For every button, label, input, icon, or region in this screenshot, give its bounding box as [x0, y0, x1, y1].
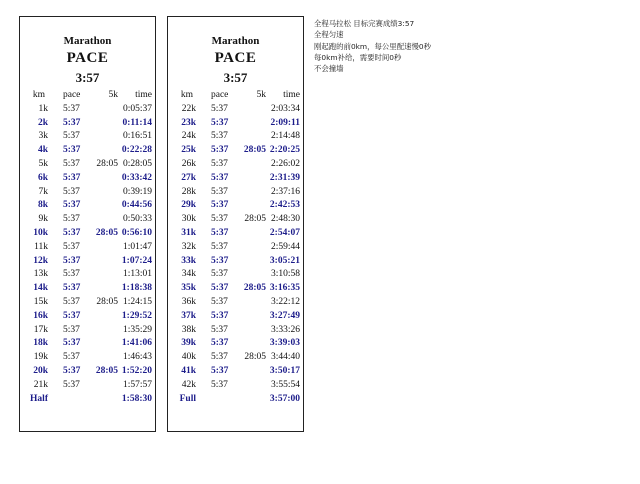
table-row: [20, 393, 155, 407]
table-row: [20, 158, 155, 172]
cell-km: 25k: [181, 145, 196, 156]
cell-km: 32k: [181, 241, 196, 252]
note-line: 全程匀速: [314, 30, 344, 40]
card-target-time: 3:57: [75, 70, 100, 85]
cell-pace: 5:37: [63, 131, 80, 142]
cell-time: 3:50:17: [269, 365, 300, 376]
cell-time: 3:05:21: [269, 255, 300, 266]
cell-time: 0:33:42: [121, 172, 152, 183]
cell-time: 3:22:12: [270, 296, 300, 307]
table-row: [168, 144, 303, 158]
cell-km: 36k: [181, 296, 196, 307]
cell-time: 1:29:52: [121, 310, 152, 321]
cell-km: 12k: [33, 255, 48, 266]
cell-time: 3:10:58: [270, 269, 300, 280]
cell-km: 13k: [33, 269, 48, 280]
table-row: [20, 268, 155, 282]
cell-time: 2:20:25: [269, 145, 300, 156]
cell-time: 1:58:30: [121, 393, 152, 404]
cell-km: 4k: [37, 145, 48, 156]
cell-pace: 5:37: [63, 379, 80, 390]
table-row: [168, 337, 303, 351]
cell-km: 30k: [181, 214, 196, 225]
cell-km: 16k: [33, 310, 48, 321]
cell-km: 15k: [33, 296, 48, 307]
cell-time: 0:39:19: [122, 186, 152, 197]
cell-pace: 5:37: [211, 241, 228, 252]
cell-km: 26k: [181, 158, 196, 169]
cell-time: 2:26:02: [270, 158, 300, 169]
table-header: [20, 89, 155, 103]
cell-pace: 5:37: [211, 310, 229, 321]
header-pace: pace: [63, 90, 81, 100]
cell-time: 1:18:38: [121, 283, 152, 294]
table-row: [168, 365, 303, 379]
cell-pace: 5:37: [63, 310, 81, 321]
table-row: [168, 351, 303, 365]
cell-km: 33k: [181, 255, 196, 266]
cell-time: 1:24:15: [122, 296, 152, 307]
cell-pace: 5:37: [63, 103, 80, 114]
cell-km: 17k: [33, 324, 48, 335]
table-row: [20, 172, 155, 186]
cell-time: 0:05:37: [122, 103, 152, 114]
pace-table: [168, 89, 303, 406]
card-subtitle: PACE: [214, 50, 257, 66]
cell-km: 18k: [33, 338, 48, 349]
cell-pace: 5:37: [211, 283, 229, 294]
cell-km: 34k: [181, 269, 196, 280]
cell-time: 2:31:39: [269, 172, 300, 183]
cell-km: 22k: [181, 103, 196, 114]
cell-time: 3:55:54: [270, 379, 300, 390]
cell-time: 3:33:26: [270, 324, 300, 335]
cell-km: 35k: [181, 283, 196, 294]
table-row: [20, 117, 155, 131]
cell-time: 1:41:06: [121, 338, 152, 349]
cell-km: 6k: [37, 172, 48, 183]
cell-pace: 5:37: [63, 255, 81, 266]
cell-5k: 28:05: [96, 296, 118, 307]
table-row: [20, 296, 155, 310]
cell-km: 42k: [181, 379, 196, 390]
cell-pace: 5:37: [63, 172, 81, 183]
cell-km: 23k: [181, 117, 196, 128]
cell-pace: 5:37: [63, 338, 81, 349]
table-row: [168, 199, 303, 213]
cell-km: Half: [30, 393, 48, 404]
cell-km: 5k: [38, 158, 48, 169]
cell-pace: 5:37: [63, 269, 80, 280]
cell-pace: 5:37: [63, 158, 80, 169]
table-row: [20, 241, 155, 255]
header-km: km: [32, 90, 46, 100]
table-row: [168, 268, 303, 282]
cell-time: 0:28:05: [122, 158, 152, 169]
pace-table: [20, 89, 155, 406]
cell-pace: 5:37: [63, 324, 80, 335]
table-row: [20, 144, 155, 158]
cell-pace: 5:37: [63, 200, 81, 211]
cell-time: 2:37:16: [270, 186, 300, 197]
table-row: [20, 351, 155, 365]
table-row: [168, 158, 303, 172]
table-row: [168, 379, 303, 393]
cell-pace: 5:37: [63, 283, 81, 294]
table-row: [168, 103, 303, 117]
cell-km: 7k: [38, 186, 48, 197]
cell-pace: 5:37: [63, 241, 80, 252]
cell-5k: 28:05: [95, 365, 118, 376]
notes-block: [314, 18, 431, 74]
table-row: [20, 213, 155, 227]
cell-km: 1k: [38, 103, 48, 114]
cell-time: 0:11:14: [122, 117, 152, 128]
cell-time: 2:09:11: [270, 117, 300, 128]
card-subtitle: PACE: [66, 50, 109, 66]
card-title: Marathon: [63, 35, 112, 47]
cell-km: 14k: [33, 283, 48, 294]
cell-5k: 28:05: [243, 145, 266, 156]
note-line: 不会撞墙: [314, 64, 344, 74]
cell-km: Full: [179, 393, 196, 404]
cell-pace: 5:37: [211, 296, 228, 307]
table-row: [20, 186, 155, 200]
cell-pace: 5:37: [63, 227, 81, 238]
cell-5k: 28:05: [243, 283, 266, 294]
note-line: 每0km补给，需要时间0秒: [314, 52, 402, 62]
cell-km: 27k: [181, 172, 196, 183]
cell-time: 1:57:57: [122, 379, 152, 390]
cell-time: 3:16:35: [269, 283, 300, 294]
cell-time: 1:35:29: [122, 324, 152, 335]
cell-time: 3:44:40: [270, 352, 300, 363]
table-row: [168, 213, 303, 227]
table-row: [168, 393, 303, 407]
cell-pace: 5:37: [211, 214, 228, 225]
cell-km: 31k: [181, 227, 196, 238]
table-row: [168, 117, 303, 131]
table-row: [168, 282, 303, 296]
cell-km: 21k: [33, 379, 48, 390]
cell-pace: 5:37: [63, 365, 81, 376]
table-row: [168, 255, 303, 269]
cell-km: 9k: [38, 214, 48, 225]
cell-pace: 5:37: [211, 352, 228, 363]
cell-pace: 5:37: [211, 172, 229, 183]
cell-time: 2:03:34: [270, 103, 300, 114]
table-row: [168, 227, 303, 241]
pace-card-second-half: [167, 16, 304, 432]
cell-time: 1:46:43: [122, 352, 152, 363]
cell-pace: 5:37: [211, 145, 229, 156]
cell-time: 2:14:48: [270, 131, 300, 142]
table-row: [168, 172, 303, 186]
table-row: [20, 227, 155, 241]
cell-time: 0:50:33: [122, 214, 152, 225]
note-line: 全程马拉松 目标完赛成绩3:57: [314, 19, 415, 28]
cell-pace: 5:37: [211, 379, 228, 390]
table-row: [168, 130, 303, 144]
cell-pace: 5:37: [211, 131, 228, 142]
cell-time: 0:22:28: [121, 145, 152, 156]
cell-pace: 5:37: [211, 338, 229, 349]
header-time: time: [283, 90, 300, 100]
cell-km: 8k: [37, 200, 48, 211]
cell-pace: 5:37: [63, 117, 81, 128]
card-target-time: 3:57: [223, 70, 248, 85]
note-line: 刚起跑的前0km，每公里配速慢0秒: [314, 41, 431, 51]
pace-card-first-half: [19, 16, 156, 432]
table-row: [20, 365, 155, 379]
cell-time: 1:01:47: [122, 241, 152, 252]
table-row: [168, 186, 303, 200]
cell-pace: 5:37: [63, 352, 80, 363]
cell-time: 1:13:01: [122, 269, 152, 280]
cell-pace: 5:37: [211, 117, 229, 128]
cell-time: 2:42:53: [269, 200, 300, 211]
table-row: [20, 337, 155, 351]
cell-pace: 5:37: [63, 296, 80, 307]
cell-pace: 5:37: [63, 145, 81, 156]
cell-pace: 5:37: [211, 269, 228, 280]
cell-pace: 5:37: [211, 186, 228, 197]
header-time: time: [135, 90, 152, 100]
table-row: [20, 130, 155, 144]
cell-pace: 5:37: [211, 158, 228, 169]
cell-pace: 5:37: [63, 186, 80, 197]
cell-5k: 28:05: [95, 227, 118, 238]
table-row: [20, 379, 155, 393]
table-header: [168, 89, 303, 103]
table-row: [168, 310, 303, 324]
cell-pace: 5:37: [63, 214, 80, 225]
cell-time: 0:16:51: [122, 131, 152, 142]
header-5k: 5k: [256, 90, 266, 100]
cell-km: 20k: [33, 365, 48, 376]
cell-5k: 28:05: [244, 214, 266, 225]
cell-5k: 28:05: [244, 352, 266, 363]
table-row: [20, 282, 155, 296]
header-pace: pace: [211, 90, 229, 100]
cell-time: 1:52:20: [121, 365, 152, 376]
header-5k: 5k: [108, 90, 118, 100]
cell-time: 2:59:44: [270, 241, 300, 252]
cell-km: 2k: [37, 117, 48, 128]
cell-km: 10k: [33, 227, 48, 238]
table-row: [20, 199, 155, 213]
cell-pace: 5:37: [211, 227, 229, 238]
cell-time: 3:57:00: [269, 393, 300, 404]
cell-time: 2:54:07: [269, 227, 300, 238]
cell-km: 37k: [181, 310, 196, 321]
cell-km: 39k: [181, 338, 196, 349]
header-km: km: [180, 90, 194, 100]
cell-time: 0:44:56: [121, 200, 152, 211]
cell-time: 3:39:03: [269, 338, 300, 349]
table-row: [168, 241, 303, 255]
cell-km: 29k: [181, 200, 196, 211]
cell-5k: 28:05: [96, 158, 118, 169]
cell-km: 41k: [181, 365, 196, 376]
table-row: [168, 296, 303, 310]
cell-km: 19k: [33, 352, 48, 363]
table-row: [20, 310, 155, 324]
card-title: Marathon: [211, 35, 260, 47]
cell-km: 24k: [181, 131, 196, 142]
cell-km: 3k: [38, 131, 48, 142]
cell-pace: 5:37: [211, 324, 228, 335]
cell-km: 40k: [181, 352, 196, 363]
cell-time: 1:07:24: [121, 255, 152, 266]
cell-pace: 5:37: [211, 103, 228, 114]
cell-pace: 5:37: [211, 200, 229, 211]
table-row: [20, 324, 155, 338]
cell-time: 2:48:30: [270, 214, 300, 225]
cell-km: 28k: [181, 186, 196, 197]
table-row: [20, 103, 155, 117]
cell-time: 0:56:10: [121, 227, 152, 238]
cell-pace: 5:37: [211, 255, 229, 266]
cell-time: 3:27:49: [269, 310, 300, 321]
cell-km: 38k: [181, 324, 196, 335]
cell-pace: 5:37: [211, 365, 229, 376]
table-row: [20, 255, 155, 269]
table-row: [168, 324, 303, 338]
cell-km: 11k: [34, 241, 48, 252]
